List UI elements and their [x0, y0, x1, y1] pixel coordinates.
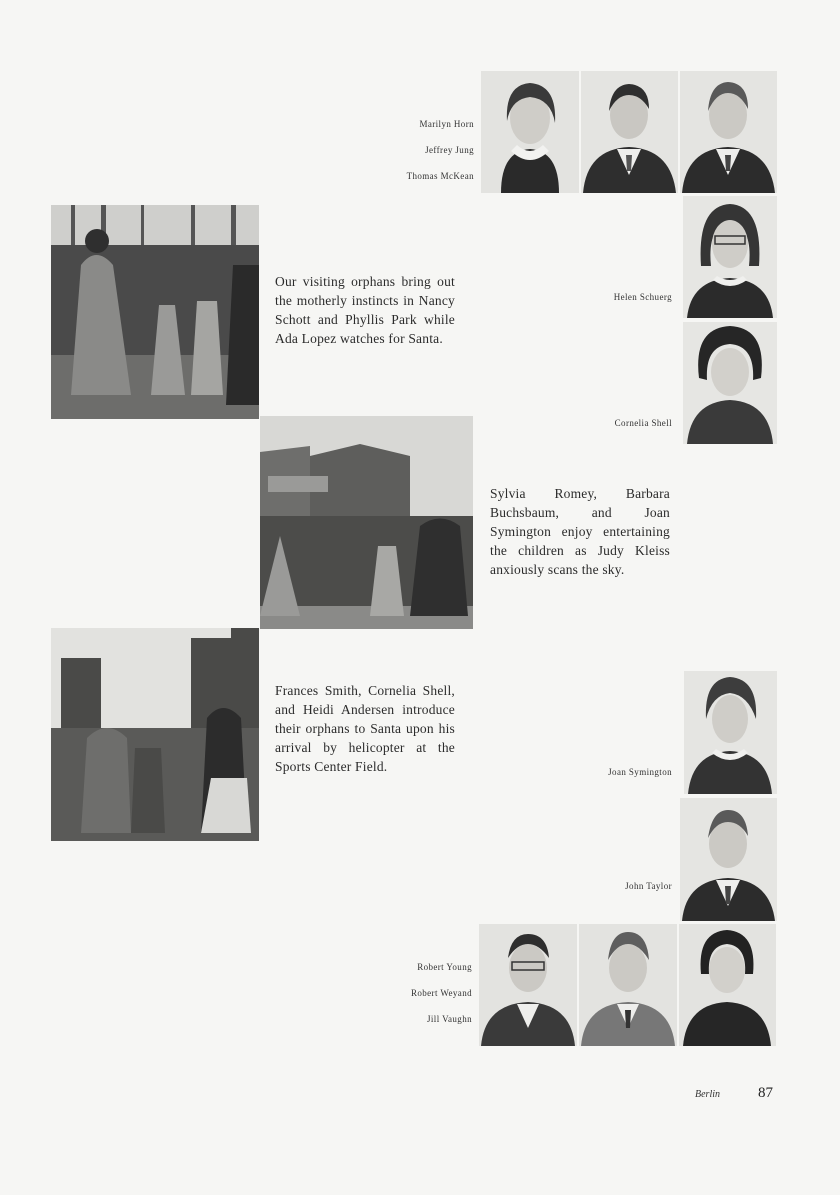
- photo-caption: Sylvia Romey, Barbara Buchsbaum, and Joan Symington enjoy entertaining the children as Judy Kleiss anxiously scans the sky.: [490, 486, 670, 577]
- portrait-photo: [680, 798, 777, 921]
- portrait-photo: [579, 924, 677, 1046]
- group-photo: [51, 628, 259, 841]
- name-label: Joan Symington: [608, 767, 672, 777]
- name-label: Robert Weyand: [410, 988, 472, 998]
- portrait-photo: [683, 322, 777, 444]
- page-number: 87: [758, 1085, 773, 1101]
- portrait-photo: [684, 671, 777, 794]
- name-label: Helen Schuerg: [613, 292, 672, 302]
- name-label: Robert Young: [417, 962, 472, 972]
- name-label: John Taylor: [625, 881, 672, 891]
- name-label: Thomas McKean: [406, 171, 474, 181]
- portrait-photo: [683, 196, 777, 318]
- name-label: Cornelia Shell: [614, 418, 672, 428]
- group-photo: [51, 205, 259, 419]
- name-label: Jeffrey Jung: [425, 145, 474, 155]
- portrait-photo: [479, 924, 577, 1046]
- photo-caption: Frances Smith, Cornelia Shell, and Heidi Andersen introduce their orphans to Santa upon his arrival by helicopter at the Sports Center Field.: [275, 683, 455, 774]
- portrait-photo: [581, 71, 678, 193]
- name-label: Jill Vaughn: [427, 1014, 472, 1024]
- name-label: Marilyn Horn: [419, 119, 474, 129]
- group-photo: [260, 416, 473, 629]
- section-folio: Berlin: [695, 1089, 720, 1100]
- portrait-photo: [679, 924, 776, 1046]
- portrait-photo: [481, 71, 579, 193]
- portrait-photo: [680, 71, 777, 193]
- photo-caption: Our visiting orphans bring out the motherly instincts in Nancy Schott and Phyllis Park while Ada Lopez watches for Santa.: [275, 274, 455, 346]
